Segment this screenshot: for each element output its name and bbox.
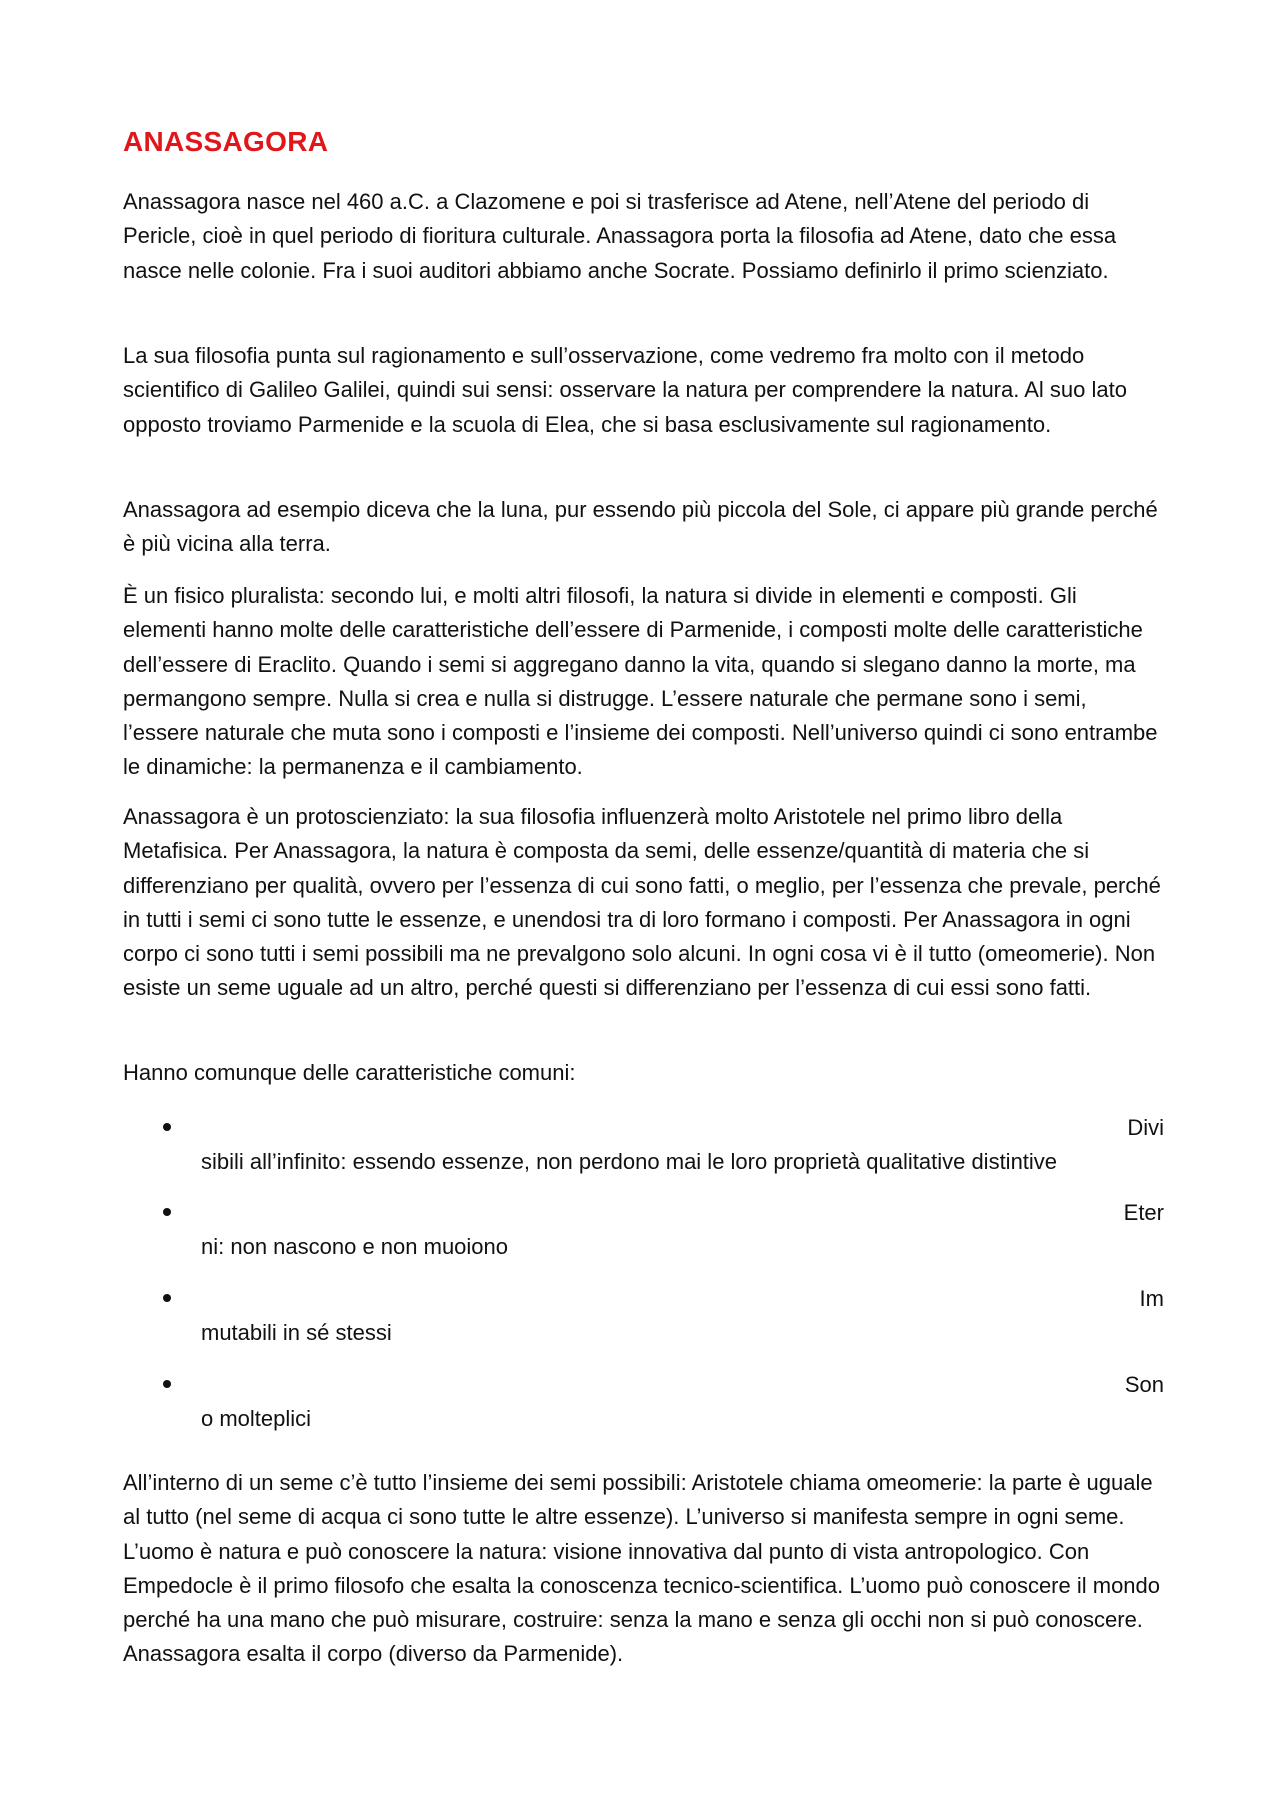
paragraph: La sua filosofia punta sul ragionamento e sull’osservazione, come vedremo fra molto con il metodo scientifico di Galileo Galilei, quindi sui sensi: osservare la natura per comprendere la natura. Al suo lato opposto troviamo Parmenide e la scuola di Elea, che si basa esclusivamente sul ragionamento. <box>123 343 1127 437</box>
paragraph: Anassagora nasce nel 460 a.C. a Clazomene e poi si trasferisce ad Atene, nell’Atene del periodo di Pericle, cioè in quel periodo di fioritura culturale. Anassagora porta la filosofia ad Atene, dato che essa nasce nelle colonie. Fra i suoi auditori abbiamo anche Socrate. Possiamo definirlo il primo scienziato. <box>123 189 1117 283</box>
bullet-dot-icon <box>163 1208 171 1216</box>
bullet-text-start: Son <box>1124 1372 1164 1397</box>
bullet-dot-icon <box>163 1123 171 1131</box>
bullet-text-start: Eter <box>1123 1200 1164 1225</box>
paragraph: Hanno comunque delle caratteristiche comuni: <box>123 1060 576 1085</box>
bullet-text-start: Divi <box>1127 1115 1164 1140</box>
bullet-dot-icon <box>163 1294 171 1302</box>
bullet-text-rest: sibili all’infinito: essendo essenze, non perdono mai le loro proprietà qualitative distintive <box>201 1149 1058 1174</box>
bullet-text-rest: mutabili in sé stessi <box>201 1320 392 1345</box>
bullet-text-rest: ni: non nascono e non muoiono <box>201 1234 509 1259</box>
paragraph: Anassagora ad esempio diceva che la luna, pur essendo più piccola del Sole, ci appare più grande perché è più vicina alla terra. <box>123 497 1158 557</box>
list-item <box>0 1111 1280 1179</box>
bullet-text-rest: o molteplici <box>201 1406 312 1431</box>
bullet-dot-icon <box>163 1380 171 1388</box>
paragraph: All’interno di un seme c’è tutto l’insieme dei semi possibili: Aristotele chiama omeomerie: la parte è uguale al tutto (nel seme di acqua ci sono tutte le altre essenze). L’universo si manifesta sempre in ogni seme. L’uomo è natura e può conoscere la natura: visione innovativa dal punto di vista antropologico. Con Empedocle è il primo filosofo che esalta la conoscenza tecnico-scientifica. L’uomo può conoscere il mondo perché ha una mano che può misurare, costruire: senza la mano e senza gli occhi non si può conoscere. Anassagora esalta il corpo (diverso da Parmenide). <box>123 1470 1161 1667</box>
list-item <box>0 1196 1280 1264</box>
list-item <box>0 1368 1280 1436</box>
list-item <box>0 1282 1280 1350</box>
paragraph: È un fisico pluralista: secondo lui, e molti altri filosofi, la natura si divide in elementi e composti. Gli elementi hanno molte delle caratteristiche dell’essere di Parmenide, i composti molte delle caratteristiche dell’essere di Eraclito. Quando i semi si aggregano danno la vita, quando si slegano danno la morte, ma permangono sempre. Nulla si crea e nulla si distrugge. L’essere naturale che permane sono i semi, l’essere naturale che muta sono i composti e l’insieme dei composti. Nell’universo quindi ci sono entrambe le dinamiche: la permanenza e il cambiamento. <box>123 583 1158 780</box>
paragraph: Anassagora è un protoscienziato: la sua filosofia influenzerà molto Aristotele nel primo libro della Metafisica. Per Anassagora, la natura è composta da semi, delle essenze/quantità di materia che si differenziano per qualità, ovvero per l’essenza di cui sono fatti, o meglio, per l’essenza che prevale, perché in tutti i semi ci sono tutte le essenze, e unendosi tra di loro formano i composti. Per Anassagora in ogni corpo ci sono tutti i semi possibili ma ne prevalgono solo alcuni. In ogni cosa vi è il tutto (omeomerie). Non esiste un seme uguale ad un altro, perché questi si differenziano per l’essenza di cui essi sono fatti. <box>123 804 1161 1001</box>
bullet-text-start: Im <box>1139 1286 1164 1311</box>
document-title: ANASSAGORA <box>123 126 329 157</box>
